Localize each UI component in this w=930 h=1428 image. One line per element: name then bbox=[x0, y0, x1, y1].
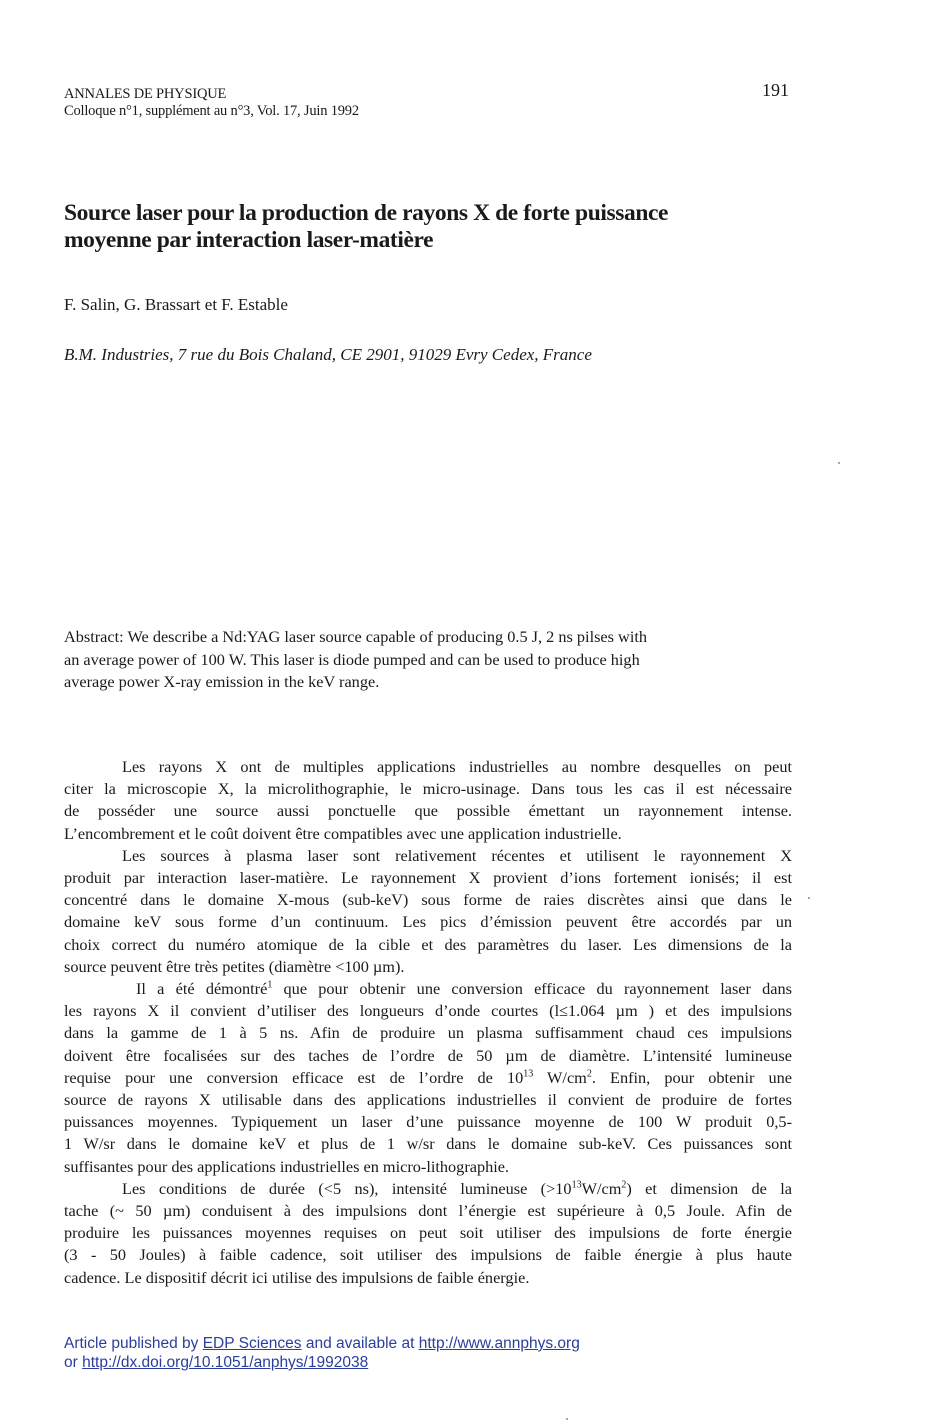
annphys-link[interactable]: http://www.annphys.org bbox=[418, 1335, 580, 1352]
footer-text: Article published by bbox=[64, 1335, 203, 1352]
abstract bbox=[64, 626, 784, 694]
body-line bbox=[64, 1067, 792, 1089]
body-line: tache (~ 50 µm) conduisent à des impulsions dont l’énergie est supérieure à 0,5 Joule. Afin de bbox=[64, 1201, 792, 1221]
journal-header bbox=[64, 86, 359, 120]
text-run: ) et dimension de la bbox=[626, 1178, 792, 1198]
scan-speck bbox=[838, 462, 840, 464]
publication-footer bbox=[64, 1334, 580, 1372]
body-line: cadence. Le dispositif décrit ici utilise des impulsions de faible énergie. bbox=[64, 1267, 530, 1287]
body-line: doivent être focalisées sur des taches de l’ordre de 50 µm de diamètre. L’intensité lumineuse bbox=[64, 1045, 792, 1065]
body-line bbox=[64, 978, 792, 1000]
body-line: L’encombrement et le coût doivent être compatibles avec une application industrielle. bbox=[64, 823, 622, 843]
body-line: choix correct du numéro atomique de la cible et des paramètres du laser. Les dimensions de la bbox=[64, 934, 792, 954]
body-line: produire les puissances moyennes requises on peut soit utiliser des impulsions de forte énergie bbox=[64, 1223, 792, 1243]
body-line: puissances moyennes. Typiquement un laser d’une puissance moyenne de 100 W produit 0,5- bbox=[64, 1112, 792, 1132]
body-line: Les sources à plasma laser sont relativement récentes et utilisent le rayonnement X bbox=[122, 845, 792, 865]
text-run: Il a été démontré bbox=[136, 979, 268, 999]
exponent: 2 bbox=[586, 1068, 592, 1080]
scan-speck bbox=[808, 897, 810, 899]
text-run: W/cm bbox=[581, 1178, 622, 1198]
footer-line-1 bbox=[64, 1334, 580, 1353]
text-run: W/cm bbox=[533, 1067, 587, 1087]
doi-link[interactable]: http://dx.doi.org/10.1051/anphys/1992038 bbox=[82, 1354, 369, 1371]
text-run: requise pour une conversion efficace est de l’ordre de 10 bbox=[64, 1067, 524, 1087]
page-number: 191 bbox=[762, 80, 789, 100]
body-text bbox=[64, 756, 792, 1289]
text-run: que pour obtenir une conversion efficace du rayonnement laser dans bbox=[272, 979, 793, 999]
footer-line-2 bbox=[64, 1353, 580, 1372]
paper-title bbox=[64, 200, 864, 254]
journal-name: ANNALES DE PHYSIQUE bbox=[64, 86, 227, 102]
title-line-1: Source laser pour la production de rayons X de forte puissance bbox=[64, 200, 669, 226]
abstract-line: Abstract: We describe a Nd:YAG laser source capable of producing 0.5 J, 2 ns pilses with bbox=[64, 627, 648, 646]
body-line: source de rayons X utilisable dans des applications industrielles il convient de produire de fortes bbox=[64, 1090, 792, 1110]
text-run: . Enfin, pour obtenir une bbox=[591, 1067, 792, 1087]
body-line: domaine keV sous forme d’un continuum. Les pics d’émission peuvent être accordés par un bbox=[64, 912, 792, 932]
edp-sciences-link[interactable]: EDP Sciences bbox=[202, 1335, 302, 1352]
body-line: (3 - 50 Joules) à faible cadence, soit utiliser des impulsions de faible énergie à plus haute bbox=[64, 1245, 792, 1265]
body-line: les rayons X il convient d’utiliser des longueurs d’onde courtes (l≤1.064 µm ) et des impulsions bbox=[64, 1001, 792, 1021]
footer-text: and available at bbox=[301, 1335, 419, 1352]
exponent: 2 bbox=[621, 1179, 627, 1191]
text-run: Les conditions de durée (<5 ns), intensité lumineuse (>10 bbox=[122, 1178, 572, 1198]
abstract-line: average power X-ray emission in the keV range. bbox=[64, 672, 380, 691]
footer-text: or bbox=[64, 1354, 83, 1371]
affiliation: B.M. Industries, 7 rue du Bois Chaland, CE 2901, 91029 Evry Cedex, France bbox=[64, 345, 592, 364]
body-line: Les rayons X ont de multiples applications industrielles au nombre desquelles on peut bbox=[122, 757, 792, 776]
body-line: 1 W/sr dans le domaine keV et plus de 1 w/sr dans le domaine sub-keV. Ces puissances sont bbox=[64, 1134, 792, 1154]
footnote-ref: 1 bbox=[267, 979, 273, 991]
journal-issue: Colloque n°1, supplément au n°3, Vol. 17, Juin 1992 bbox=[64, 103, 359, 119]
body-line: concentré dans le domaine X-mous (sub-keV) sous forme de raies discrètes ainsi que dans le bbox=[64, 890, 792, 910]
body-line: suffisantes pour des applications industrielles en micro-lithographie. bbox=[64, 1156, 510, 1176]
body-line: de posséder une source aussi ponctuelle que possible émettant un rayonnement intense. bbox=[64, 801, 792, 821]
scan-speck bbox=[566, 1418, 568, 1420]
authors: F. Salin, G. Brassart et F. Estable bbox=[64, 295, 288, 314]
exponent: 13 bbox=[571, 1179, 582, 1191]
abstract-line: an average power of 100 W. This laser is diode pumped and can be used to produce high bbox=[64, 649, 640, 669]
body-line: dans la gamme de 1 à 5 ns. Afin de produire un plasma suffisamment chaud ces impulsions bbox=[64, 1023, 792, 1043]
body-line bbox=[64, 1178, 792, 1200]
body-line: produit par interaction laser-matière. Le rayonnement X provient d’ions fortement ionisés; il est bbox=[64, 868, 792, 888]
body-line: citer la microscopie X, la microlithographie, le micro-usinage. Dans tous les cas il est nécessaire bbox=[64, 779, 792, 799]
body-line: source peuvent être très petites (diamètre <100 µm). bbox=[64, 956, 405, 976]
title-line-2: moyenne par interaction laser-matière bbox=[64, 227, 434, 253]
exponent: 13 bbox=[523, 1068, 534, 1080]
